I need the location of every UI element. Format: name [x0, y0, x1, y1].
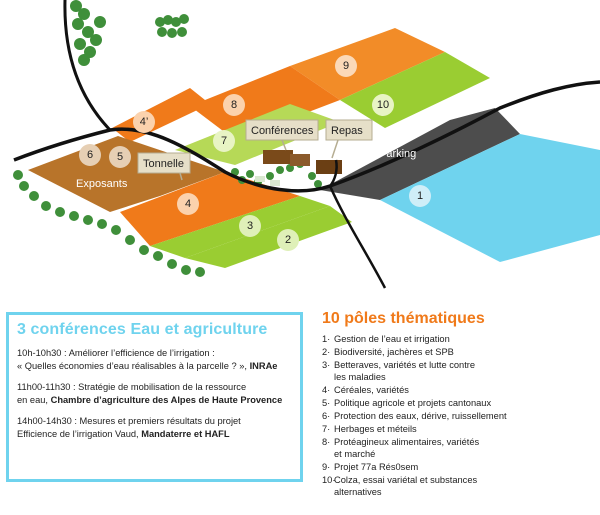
svg-text:2: 2	[284, 233, 292, 246]
conference-speaker: Chambre d’agriculture des Alpes de Haute Provence	[50, 394, 283, 405]
marker-3	[239, 215, 261, 237]
conference-item	[17, 415, 292, 440]
pole-item	[322, 474, 597, 498]
pole-text: Biodiversité, jachères et SPB	[334, 347, 454, 357]
conference-line: 14h00-14h30 : Mesures et premiers résultats du projet	[17, 416, 241, 426]
svg-text:10: 10	[376, 98, 390, 111]
pole-text: Betteraves, variétés et lutte contre	[334, 360, 476, 370]
marker-8	[223, 94, 245, 116]
road-south	[330, 186, 385, 288]
marker-9	[335, 55, 357, 77]
marker-6	[79, 144, 101, 166]
pole-text: Protéagineux alimentaires, variétés	[334, 437, 480, 447]
marker-7	[213, 130, 235, 152]
svg-text:8: 8	[230, 98, 238, 111]
marker-2	[277, 229, 299, 251]
svg-text:3: 3	[246, 219, 254, 232]
svg-text:4’: 4’	[139, 115, 149, 128]
svg-text:5: 5	[116, 150, 124, 163]
pole-number: 8·	[322, 437, 331, 447]
tonnelle-label: Tonnelle	[143, 158, 184, 170]
svg-text:9: 9	[342, 59, 350, 72]
pole-item	[322, 346, 597, 358]
pole-number: 6·	[322, 411, 331, 421]
marker-4	[177, 193, 199, 215]
pole-number: 3·	[322, 360, 331, 370]
pole-text: les maladies	[334, 372, 386, 382]
svg-text:1: 1	[416, 189, 424, 202]
poles-panel	[322, 310, 597, 499]
pole-item	[322, 333, 597, 345]
conferences-label: Conférences	[251, 125, 314, 137]
pole-number: 5·	[322, 398, 331, 408]
conferences-title: 3 conférences Eau et agriculture	[17, 321, 268, 338]
pole-item	[322, 436, 597, 460]
buildings	[255, 150, 342, 186]
pole-text: alternatives	[334, 487, 382, 497]
pole-number: 10·	[322, 475, 336, 485]
pole-number: 7·	[322, 424, 331, 434]
conference-item	[17, 381, 292, 406]
field-4prime	[112, 88, 210, 142]
pole-number: 9·	[322, 462, 331, 472]
pole-text: Politique agricole et projets cantonaux	[334, 398, 492, 408]
svg-text:7: 7	[220, 134, 228, 147]
conference-speaker: INRAe	[249, 360, 278, 371]
pole-text: Protection des eaux, dérive, ruissellement	[334, 411, 507, 421]
svg-text:4: 4	[184, 197, 192, 210]
conference-line: « Quelles économies d’eau réalisables à la parcelle ? »,	[17, 360, 250, 371]
pole-number: 1·	[322, 334, 331, 344]
conference-speaker: Mandaterre et HAFL	[141, 428, 230, 439]
marker-4prime	[133, 111, 155, 133]
pole-text: Gestion de l’eau et irrigation	[334, 334, 450, 344]
pole-item	[322, 410, 597, 422]
marker-10	[372, 94, 394, 116]
repas-sign	[326, 120, 372, 158]
pole-text: Colza, essai variétal et substances	[334, 475, 478, 485]
tree-row-top	[70, 0, 189, 66]
pole-item	[322, 461, 597, 473]
conferences-panel	[6, 312, 303, 482]
pole-item	[322, 423, 597, 435]
poles-title: 10 pôles thématiques	[322, 310, 485, 327]
parking-label: Parking	[379, 148, 417, 160]
pole-text: Céréales, variétés	[334, 385, 409, 395]
pole-item	[322, 397, 597, 409]
conference-line: en eau,	[17, 394, 51, 405]
pole-number: 2·	[322, 347, 331, 357]
conference-item	[17, 347, 292, 372]
pole-item	[322, 359, 597, 383]
svg-text:6: 6	[86, 148, 94, 161]
conference-line: 11h00-11h30 : Stratégie de mobilisation de la ressource	[17, 382, 247, 392]
pole-text: Projet 77a Rés0sem	[334, 462, 419, 472]
pole-text: et marché	[334, 449, 376, 459]
marker-1	[409, 185, 431, 207]
repas-label: Repas	[331, 125, 363, 137]
conference-line: 10h-10h30 : Améliorer l’efficience de l’irrigation :	[17, 348, 215, 358]
pole-number: 4·	[322, 385, 331, 395]
marker-5	[109, 146, 131, 168]
pole-text: Herbages et méteils	[334, 424, 417, 434]
exposants-label: Exposants	[76, 178, 128, 190]
conference-line: Efficience de l’irrigation Vaud,	[17, 428, 142, 439]
pole-item	[322, 384, 597, 396]
